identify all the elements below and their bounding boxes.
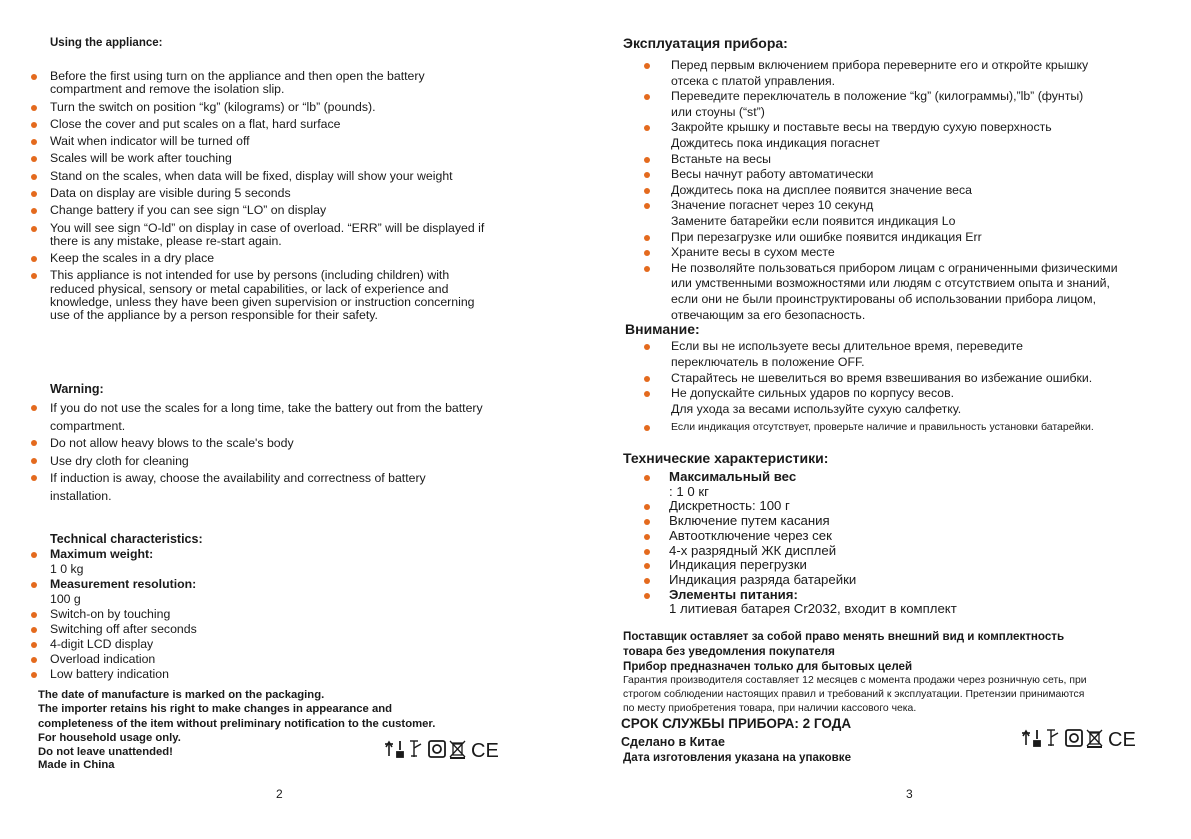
text-line: completeness of the item without preliminary notification to the customer. <box>38 717 436 730</box>
warning-title-en: Warning: <box>50 382 104 396</box>
page-number-right: 3 <box>906 787 913 801</box>
bullet-icon <box>31 74 37 80</box>
certification-symbols <box>1020 727 1152 749</box>
list-item-line: Весы начнут работу автоматически <box>671 167 874 182</box>
bullet-icon <box>31 105 37 111</box>
bullet-icon <box>31 139 37 145</box>
text-line: товара без уведомления покупателя <box>623 645 835 658</box>
tech-item-value: 4-х разрядный ЖК дисплей <box>669 542 837 558</box>
tech-item-label: Measurement resolution: <box>50 577 197 591</box>
list-item-line: Stand on the scales, when data will be fixed, display will show your weight <box>50 168 453 183</box>
list-item-line: Change battery if you can see sign “LO” on display <box>50 203 327 218</box>
warning-list-en <box>50 400 483 505</box>
bullet-icon <box>644 344 650 350</box>
list-item <box>646 120 1118 151</box>
list-item <box>50 269 484 322</box>
bullet-icon <box>644 534 650 540</box>
tech-item-value: : 1 0 кг <box>669 483 709 499</box>
list-item-line: Если индикация отсутствует, проверьте наличие и правильность установки батарейки. <box>671 420 1094 433</box>
warning-title-ru: Внимание: <box>625 321 700 337</box>
bullet-icon <box>644 266 650 272</box>
crossed-bin-icon <box>450 741 465 758</box>
bullet-icon <box>31 552 37 558</box>
bullet-icon <box>644 578 650 584</box>
fragile-glass-icon <box>1047 730 1058 746</box>
service-life-ru: СРОК СЛУЖБЫ ПРИБОРА: 2 ГОДА <box>621 716 852 731</box>
bullet-icon <box>31 122 37 128</box>
tech-item-value: 4-digit LCD display <box>50 637 154 651</box>
crossed-bin-icon <box>1087 730 1102 747</box>
tech-item <box>646 470 957 499</box>
list-item-line: Before the first using turn on the appliance and then open the battery <box>50 69 425 83</box>
tech-item-value: Switching off after seconds <box>50 622 197 636</box>
using-title-ru: Эксплуатация прибора: <box>623 35 788 51</box>
bullet-icon <box>644 425 650 431</box>
list-item-line: Храните весы в сухом месте <box>671 245 835 260</box>
bullet-icon <box>644 188 650 194</box>
guarantee-note-ru <box>623 674 1087 716</box>
list-item-line: Значение погаснет через 10 секунд <box>671 198 874 213</box>
list-item-line: Переведите переключатель в положение “kg” (килограммы),”lb” (фунты) <box>671 89 1084 104</box>
list-item-line: Не допускайте сильных ударов по корпусу весов. <box>671 386 955 401</box>
list-item <box>646 420 1094 436</box>
using-list-ru <box>646 58 1118 323</box>
bullet-icon <box>31 458 37 464</box>
tech-item <box>50 607 197 622</box>
list-item-line: there is any mistake, please re-start again. <box>50 233 282 248</box>
tech-item-value: Switch-on by touching <box>50 607 171 621</box>
list-item <box>646 230 1118 246</box>
list-item-line: Data on display are visible during 5 seconds <box>50 185 291 200</box>
list-item-line: Не позволяйте пользоваться прибором лицам с ограниченными физическими <box>671 260 1118 275</box>
list-item <box>50 400 483 435</box>
text-line: Гарантия производителя составляет 12 месяцев с момента продажи через розничную сеть, при <box>623 675 1087 686</box>
list-item-line: переключатель в положение OFF. <box>671 354 865 369</box>
list-item-line: knowledge, unless they have been given supervision or instruction concerning <box>50 294 475 309</box>
list-item-line: Wait when indicator will be turned off <box>50 134 250 149</box>
bullet-icon <box>31 273 37 279</box>
list-item <box>50 435 483 453</box>
tech-item <box>646 573 957 588</box>
list-item <box>50 135 484 148</box>
list-item <box>646 58 1118 89</box>
list-item-line: Перед первым включением прибора переверните его и откройте крышку <box>671 58 1089 72</box>
list-item-line: Замените батарейки если появится индикация Lo <box>671 213 956 228</box>
text-line: Поставщик оставляет за собой право менять внешний вид и комплектность <box>623 630 1065 643</box>
list-item <box>646 152 1118 168</box>
text-line: Прибор предназначен только для бытовых целей <box>623 660 913 673</box>
tech-item-value: 100 g <box>50 592 81 606</box>
bullet-icon <box>31 475 37 481</box>
tech-item <box>646 529 957 544</box>
tech-item <box>50 547 197 577</box>
tech-item <box>646 544 957 559</box>
list-item-line: Scales will be work after touching <box>50 151 232 166</box>
list-item <box>50 470 483 505</box>
tech-title-ru: Технические характеристики: <box>623 450 829 466</box>
list-item-line: или стоуны (“st”) <box>671 104 765 119</box>
ce-mark-icon: CE <box>471 740 499 760</box>
list-item <box>646 261 1118 323</box>
bullet-icon <box>644 63 650 69</box>
supplier-note-ru <box>623 629 1064 674</box>
symbols-right <box>1020 727 1152 749</box>
list-item-line: Close the cover and put scales on a flat, hard surface <box>50 116 341 131</box>
tech-item-value: Low battery indication <box>50 667 169 681</box>
text-line: For household usage only. <box>38 731 181 744</box>
text-line: строгом соблюдении настоящих правил и требований к эксплуатации. Претензии принимаются <box>623 689 1085 700</box>
tech-item-value: 1 0 kg <box>50 562 84 576</box>
list-item-line: отсека с платой управления. <box>671 73 836 88</box>
tech-item <box>50 667 197 682</box>
text-line: по месту приобретения товара, при наличии кассового чека. <box>623 703 917 714</box>
this-way-up-icon <box>385 742 393 756</box>
page-number-left: 2 <box>276 787 283 801</box>
tech-item-label: Maximum weight: <box>50 547 154 561</box>
tech-item <box>646 499 957 514</box>
bullet-icon <box>31 627 37 633</box>
bullet-icon <box>644 475 650 481</box>
footer-en <box>38 688 435 759</box>
list-item-line: Старайтесь не шевелиться во время взвешивания во избежание ошибки. <box>671 370 1093 385</box>
keep-dry-icon <box>1034 730 1040 746</box>
tech-item-value: Индикация перегрузки <box>669 557 807 573</box>
bullet-icon <box>31 405 37 411</box>
bullet-icon <box>644 376 650 382</box>
list-item <box>646 245 1118 261</box>
list-item <box>50 152 484 165</box>
tech-item-label: Максимальный вес <box>669 469 797 484</box>
list-item-line: compartment. <box>50 418 126 433</box>
list-item <box>50 70 484 96</box>
tech-item-label: Элементы питания: <box>669 586 798 602</box>
list-item <box>646 183 1118 199</box>
tech-item-value: Дискретность: 100 г <box>669 498 790 514</box>
tech-item-value: Автоотключение через сек <box>669 527 832 543</box>
bullet-icon <box>31 672 37 678</box>
made-in-en: Made in China <box>38 759 115 771</box>
manufacture-date-ru: Дата изготовления указана на упаковке <box>623 751 852 764</box>
bullet-icon <box>31 642 37 648</box>
text-line: Do not leave unattended! <box>38 746 173 759</box>
bullet-icon <box>644 235 650 241</box>
list-item-line: если они не были проинструктированы об использовании прибора лицом, <box>671 291 1096 306</box>
list-item <box>50 170 484 183</box>
list-item <box>50 204 484 217</box>
bullet-icon <box>31 256 37 262</box>
tech-title-en: Technical characteristics: <box>50 532 203 546</box>
bullet-icon <box>31 226 37 232</box>
tech-item <box>50 577 197 607</box>
list-item <box>50 222 484 248</box>
list-item <box>646 198 1118 229</box>
bullet-icon <box>644 549 650 555</box>
ce-mark-icon: CE <box>1108 729 1136 749</box>
list-item <box>50 101 484 114</box>
list-item <box>646 386 1094 418</box>
bullet-icon <box>31 156 37 162</box>
bullet-icon <box>644 157 650 163</box>
this-way-up-icon <box>1022 731 1030 745</box>
tech-item-value: Включение путем касания <box>669 513 830 529</box>
bullet-icon <box>31 174 37 180</box>
list-item-line: отвечающим за его безопасность. <box>671 307 866 322</box>
list-item <box>50 187 484 200</box>
list-item-line: compartment and remove the isolation slip. <box>50 82 285 97</box>
list-item-line: Keep the scales in a dry place <box>50 251 215 266</box>
bullet-icon <box>644 504 650 510</box>
list-item-line: Turn the switch on position “kg” (kilograms) or “lb” (pounds). <box>50 99 376 114</box>
tech-item <box>50 652 197 667</box>
bullet-icon <box>31 612 37 618</box>
warning-list-ru <box>646 339 1094 436</box>
list-item <box>50 118 484 131</box>
list-item-line: Встаньте на весы <box>671 151 771 166</box>
list-item-line: Закройте крышку и поставьте весы на твердую сухую поверхность <box>671 120 1052 135</box>
list-item-line: Дождитесь пока на дисплее появится значение веса <box>671 182 972 197</box>
tech-item-value: Индикация разряда батарейки <box>669 571 857 587</box>
tech-list-en <box>50 547 197 682</box>
list-item <box>646 371 1094 387</box>
list-item-line: installation. <box>50 488 112 503</box>
fragile-glass-icon <box>410 741 421 757</box>
list-item-line: use of the appliance by a person responsible for their safety. <box>50 307 378 322</box>
bullet-icon <box>644 593 650 599</box>
bullet-icon <box>31 657 37 663</box>
list-item <box>646 167 1118 183</box>
made-in-ru: Сделано в Китае <box>621 735 725 749</box>
tech-item <box>50 637 197 652</box>
text-line: The importer retains his right to make changes in appearance and <box>38 703 393 716</box>
recycle-box-icon <box>429 741 445 757</box>
bullet-icon <box>644 563 650 569</box>
tech-item <box>646 558 957 573</box>
list-item-line: reduced physical, sensory or metal capabilities, or lack of experience and <box>50 281 449 296</box>
bullet-icon <box>31 582 37 588</box>
list-item-line: Use dry cloth for cleaning <box>50 453 189 468</box>
recycle-box-icon <box>1066 730 1082 746</box>
tech-item <box>646 514 957 529</box>
list-item-line: Если вы не используете весы длительное время, переведите <box>671 339 1023 353</box>
list-item <box>50 252 484 265</box>
using-list-en <box>50 70 484 326</box>
symbols-left <box>383 738 515 760</box>
bullet-icon <box>31 440 37 446</box>
list-item-line: При перезагрузке или ошибке появится индикация Err <box>671 229 982 244</box>
bullet-icon <box>31 208 37 214</box>
keep-dry-icon <box>397 741 403 757</box>
list-item <box>646 89 1118 120</box>
tech-list-ru <box>646 470 957 617</box>
using-title-en: Using the appliance: <box>50 37 163 49</box>
list-item <box>50 453 483 471</box>
list-item-line: This appliance is not intended for use by persons (including children) with <box>50 268 450 283</box>
list-item-line: Дождитесь пока индикация погаснет <box>671 135 880 150</box>
tech-item-value: Overload indication <box>50 652 156 666</box>
list-item-line: или умственными возможностями или людям с отсутствием опыта и знаний, <box>671 276 1110 291</box>
list-item-line: If induction is away, choose the availability and correctness of battery <box>50 471 426 485</box>
list-item-line: You will see sign “O-ld” on display in case of overload. “ERR” will be displayed if <box>50 220 485 235</box>
tech-item <box>50 622 197 637</box>
list-item <box>646 339 1094 371</box>
bullet-icon <box>31 191 37 197</box>
list-item-line: Для ухода за весами используйте сухую салфетку. <box>671 402 962 417</box>
tech-item <box>646 588 957 617</box>
bullet-icon <box>644 519 650 525</box>
tech-item-value: 1 литиевая батарея Cr2032, входит в комплект <box>669 601 957 617</box>
text-line: The date of manufacture is marked on the packaging. <box>38 689 325 701</box>
certification-symbols <box>383 738 515 760</box>
list-item-line: Do not allow heavy blows to the scale's body <box>50 436 294 450</box>
list-item-line: If you do not use the scales for a long time, take the battery out from the battery <box>50 401 483 415</box>
